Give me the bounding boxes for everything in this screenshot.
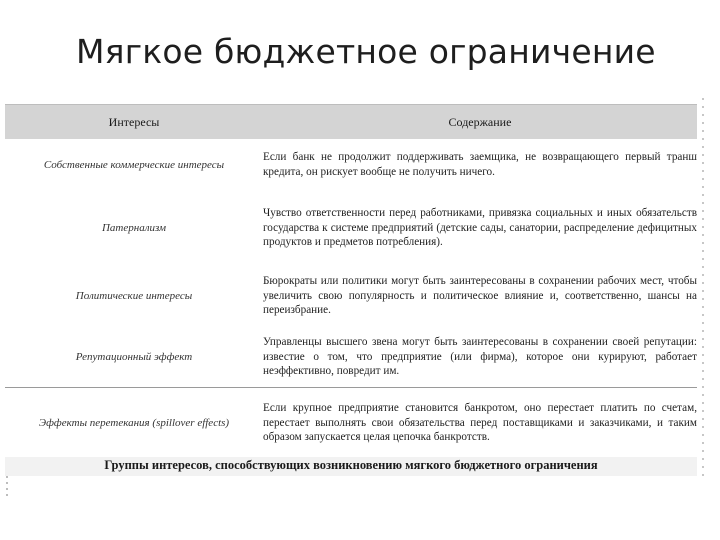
content-cell: Если банк не продолжит поддерживать заемщика, не возвращающего первый транш кредита, он рискует вообще не получить ничего. bbox=[263, 151, 697, 178]
table-row bbox=[5, 265, 697, 327]
interest-cell: Политические интересы bbox=[75, 290, 193, 302]
table-header-row bbox=[5, 105, 697, 140]
interests-table bbox=[5, 104, 697, 458]
table-frame bbox=[5, 104, 697, 457]
interest-cell: Эффекты перетекания (spillover effects) bbox=[5, 388, 263, 459]
interest-cell: Собственные коммерческие интересы bbox=[43, 159, 225, 171]
content-cell: Если крупное предприятие становится банкротом, оно перестает платить по счетам, перестает выполнять свои обязательства перед поставщиками и заказчиками, и таким образом запускается целая цепочка банкротств. bbox=[263, 388, 697, 459]
header-interests: Интересы bbox=[5, 105, 263, 140]
header-content: Содержание bbox=[263, 105, 697, 140]
content-cell: Чувство ответственности перед работниками, привязка социальных и иных обязательств государства к системе предприятий (детские сады, санатории, распределение дефицитных продуктов и предметов потребления). bbox=[263, 206, 697, 249]
table-row bbox=[5, 388, 697, 459]
right-dotted-border bbox=[702, 98, 704, 478]
table-caption: Группы интересов, способствующих возникновению мягкого бюджетного ограничения bbox=[104, 458, 598, 472]
content-cell: Бюрократы или политики могут быть заинтересованы в сохранении рабочих мест, чтобы увеличить свою популярность и политическое влияние и, соответственно, шансы на переизбрание. bbox=[263, 274, 697, 317]
table-row bbox=[5, 191, 697, 265]
content-cell: Управленцы высшего звена могут быть заинтересованы в сохранении своей репутации: известие о том, что предприятие (или фирма), которое они курируют, работает неэффективно, повредит им. bbox=[263, 335, 697, 378]
interest-cell: Патернализм bbox=[101, 222, 167, 234]
interest-cell: Репутационный эффект bbox=[75, 351, 193, 363]
table-row bbox=[5, 327, 697, 388]
table-row bbox=[5, 139, 697, 191]
table-figure bbox=[5, 104, 697, 476]
slide-title: Мягкое бюджетное ограничение bbox=[76, 32, 656, 71]
